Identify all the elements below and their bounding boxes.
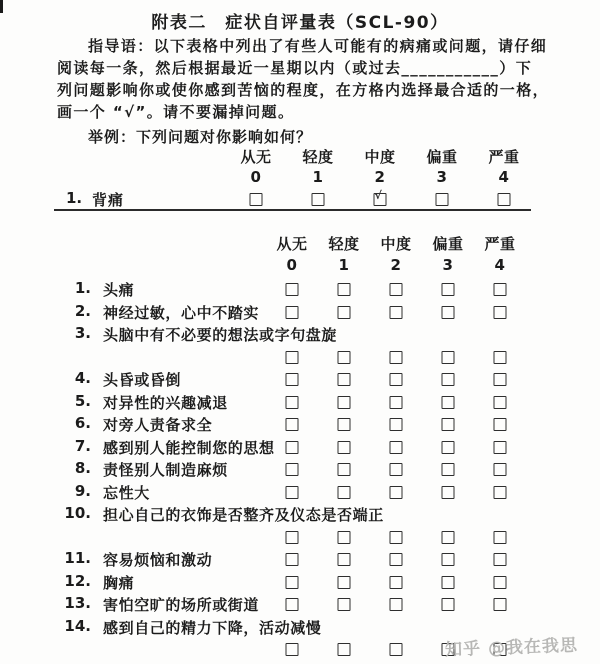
score-label: 1 — [338, 256, 350, 274]
checkbox[interactable] — [494, 553, 507, 566]
item-label: 头痛 — [103, 281, 135, 299]
table-row — [0, 324, 600, 346]
score-label: 0 — [286, 256, 298, 274]
score-label: 1 — [312, 168, 324, 186]
section-divider-line — [54, 209, 531, 211]
checkbox[interactable] — [390, 576, 403, 589]
score-label: 4 — [494, 256, 506, 274]
item-number: 10. — [64, 504, 91, 522]
checkbox[interactable] — [338, 396, 351, 409]
checkbox[interactable] — [286, 531, 299, 544]
item-number: 1. — [66, 189, 83, 207]
example-caption: 举例：下列问题对你影响如何？ — [88, 128, 313, 146]
item-number: 14. — [64, 616, 91, 635]
checkbox[interactable] — [390, 351, 403, 364]
table-row — [0, 392, 600, 414]
checkbox[interactable] — [390, 396, 403, 409]
checkbox[interactable] — [494, 351, 507, 364]
checkbox[interactable] — [338, 553, 351, 566]
table-row — [0, 482, 600, 504]
checkbox[interactable] — [338, 373, 351, 386]
checkbox[interactable] — [442, 373, 455, 386]
checkbox[interactable] — [338, 486, 351, 499]
item-label: 背痛 — [92, 191, 125, 209]
checkbox[interactable] — [390, 418, 403, 431]
table-row — [0, 549, 600, 571]
checkbox[interactable] — [286, 643, 299, 656]
column-header: 从无 — [240, 148, 272, 166]
score-label: 2 — [390, 256, 402, 274]
score-label: 3 — [442, 256, 454, 274]
checkbox[interactable] — [390, 531, 403, 544]
table-row — [0, 594, 600, 616]
checkbox[interactable] — [286, 351, 299, 364]
checkbox[interactable] — [250, 193, 263, 206]
checkbox[interactable] — [338, 643, 351, 656]
checkbox[interactable] — [494, 598, 507, 611]
checkbox[interactable] — [338, 283, 351, 296]
checkbox[interactable] — [286, 396, 299, 409]
item-label: 责怪别人制造麻烦 — [103, 461, 228, 479]
checkbox[interactable] — [442, 531, 455, 544]
column-header: 中度 — [380, 235, 412, 253]
score-label: 3 — [436, 168, 448, 186]
checkbox-checked[interactable] — [374, 189, 387, 206]
item-number: 12. — [64, 571, 91, 590]
checkbox[interactable] — [338, 531, 351, 544]
main-score-row — [0, 256, 600, 278]
item-number: 7. — [74, 436, 91, 455]
item-number: 13. — [64, 594, 91, 612]
item-number: 6. — [74, 414, 91, 432]
item-label: 神经过敏，心中不踏实 — [103, 303, 260, 322]
column-header: 偏重 — [426, 148, 458, 166]
instructions-line-3: 列问题影响你或使你感到苦恼的程度，在方格内选择最合适的一格， — [57, 81, 550, 99]
table-row — [0, 302, 600, 324]
checkbox[interactable] — [286, 306, 299, 319]
main-header-row — [0, 233, 600, 255]
example-header-row — [0, 146, 600, 168]
item-number: 4. — [74, 369, 91, 387]
checkbox[interactable] — [338, 418, 351, 431]
column-header: 从无 — [276, 235, 308, 253]
column-header: 严重 — [488, 148, 520, 166]
score-label: 4 — [498, 168, 510, 186]
checkbox[interactable] — [390, 553, 403, 566]
checkbox[interactable] — [390, 486, 403, 499]
checkbox[interactable] — [442, 486, 455, 499]
checkbox[interactable] — [338, 463, 351, 476]
checkbox[interactable] — [442, 463, 455, 476]
page-title: 附表二 症状自评量表（SCL-90） — [151, 13, 449, 33]
table-row — [0, 369, 600, 391]
checkbox[interactable] — [390, 283, 403, 296]
item-label: 担心自己的衣饰是否整齐及仪态是否端正 — [103, 506, 384, 524]
watermark: 知乎 @我在我思 — [444, 635, 579, 661]
item-label: 对旁人责备求全 — [103, 416, 213, 434]
item-label: 感到自己的精力下降，活动减慢 — [103, 618, 322, 637]
checkbox[interactable] — [286, 486, 299, 499]
item-label: 对异性的兴趣减退 — [103, 393, 228, 412]
checkbox[interactable] — [286, 441, 299, 454]
item-label: 头脑中有不必要的想法或字句盘旋 — [103, 326, 338, 344]
checkbox[interactable] — [494, 576, 507, 589]
table-row — [0, 437, 600, 459]
table-row — [0, 527, 600, 549]
table-row — [0, 347, 600, 369]
checkbox[interactable] — [442, 598, 455, 611]
checkbox[interactable] — [390, 373, 403, 386]
checkbox[interactable] — [494, 418, 507, 431]
table-row — [0, 572, 600, 594]
checkbox[interactable] — [442, 396, 455, 409]
checkbox[interactable] — [286, 576, 299, 589]
checkbox[interactable] — [442, 283, 455, 296]
checkbox[interactable] — [494, 283, 507, 296]
checkbox[interactable] — [390, 306, 403, 319]
column-header: 轻度 — [302, 148, 334, 166]
example-item-row — [0, 189, 600, 211]
checkbox[interactable] — [494, 373, 507, 386]
column-header: 轻度 — [328, 235, 360, 253]
checkbox[interactable] — [494, 441, 507, 454]
checkbox[interactable] — [286, 373, 299, 386]
checkbox[interactable] — [338, 576, 351, 589]
example-score-row — [0, 168, 600, 190]
table-row — [0, 459, 600, 481]
item-number: 3. — [74, 324, 91, 342]
item-number: 11. — [64, 549, 91, 567]
item-number: 2. — [74, 301, 91, 320]
item-label: 头昏或昏倒 — [103, 371, 182, 389]
checkbox[interactable] — [494, 396, 507, 409]
table-row — [0, 504, 600, 526]
item-number: 1. — [74, 279, 91, 297]
item-number: 9. — [74, 481, 91, 500]
checkbox[interactable] — [338, 306, 351, 319]
table-row — [0, 279, 600, 301]
score-label: 2 — [374, 168, 386, 186]
checkmark: √ — [374, 189, 382, 202]
checkbox[interactable] — [286, 598, 299, 611]
score-label: 0 — [250, 168, 262, 186]
checkbox[interactable] — [442, 441, 455, 454]
item-number: 8. — [74, 459, 91, 477]
checkbox[interactable] — [338, 441, 351, 454]
column-header: 偏重 — [432, 235, 464, 253]
checkbox[interactable] — [442, 576, 455, 589]
item-number: 5. — [74, 391, 91, 410]
checkbox[interactable] — [436, 193, 449, 206]
checkbox[interactable] — [442, 306, 455, 319]
item-label: 感到别人能控制您的思想 — [103, 438, 275, 457]
item-label: 害怕空旷的场所或街道 — [103, 596, 260, 614]
item-label: 忘性大 — [103, 483, 150, 502]
checkbox[interactable] — [494, 306, 507, 319]
instructions-line-2: 阅读每一条，然后根据最近一星期以内（或过去___________）下 — [57, 59, 533, 77]
checkbox[interactable] — [312, 193, 325, 206]
checkbox[interactable] — [494, 531, 507, 544]
checkbox[interactable] — [442, 553, 455, 566]
checkbox[interactable] — [286, 418, 299, 431]
checkbox[interactable] — [390, 643, 403, 656]
checkbox[interactable] — [338, 598, 351, 611]
checkbox[interactable] — [442, 418, 455, 431]
item-label: 胸痛 — [103, 573, 135, 592]
column-header: 中度 — [364, 148, 396, 166]
checkbox[interactable] — [390, 598, 403, 611]
checkbox[interactable] — [390, 441, 403, 454]
column-header: 严重 — [484, 235, 516, 253]
instructions-line-4: 画一个 “√”。请不要漏掉问题。 — [57, 103, 295, 121]
checkbox[interactable] — [390, 463, 403, 476]
checkbox[interactable] — [286, 553, 299, 566]
checkbox[interactable] — [442, 351, 455, 364]
table-row — [0, 414, 600, 436]
checkbox[interactable] — [498, 193, 511, 206]
checkbox[interactable] — [286, 283, 299, 296]
checkbox[interactable] — [494, 463, 507, 476]
instructions-line-1: 指导语：以下表格中列出了有些人可能有的病痛或问题，请仔细 — [88, 37, 548, 55]
item-label: 容易烦恼和激动 — [103, 551, 213, 569]
checkbox[interactable] — [338, 351, 351, 364]
checkbox[interactable] — [286, 463, 299, 476]
checkbox[interactable] — [494, 486, 507, 499]
